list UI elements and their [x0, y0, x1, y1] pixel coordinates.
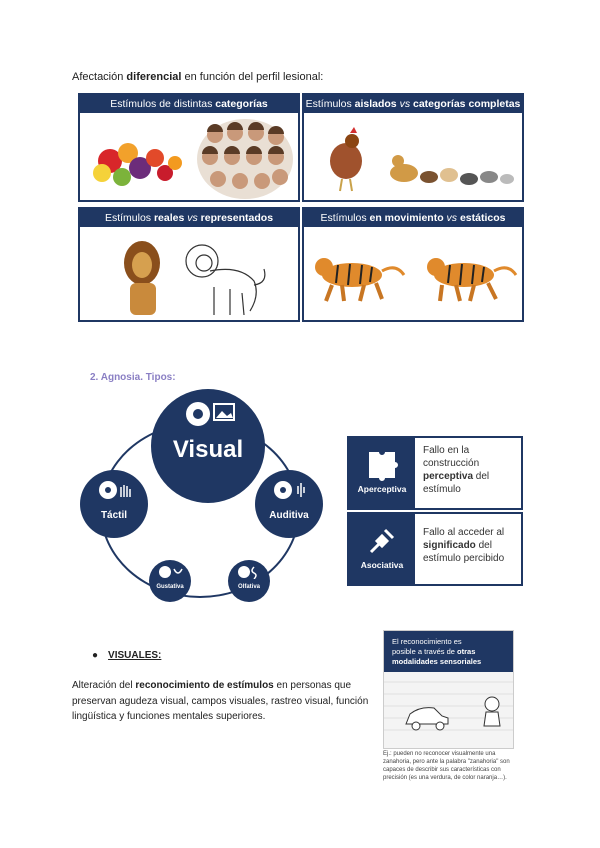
section-title: 2. Agnosia. Tipos:	[90, 372, 176, 383]
intro-bold: diferencial	[126, 71, 182, 83]
aperceptiva-callout	[347, 436, 523, 510]
panel-real	[78, 207, 300, 322]
gustativa-label: Gustativa	[156, 584, 184, 590]
auditiva-circle	[255, 470, 323, 538]
visual-circle	[151, 389, 265, 503]
panel-header: Estímulos de distintas categorías	[80, 95, 298, 113]
intro-post: en función del perfil lesional:	[181, 71, 324, 83]
intro-text	[72, 71, 323, 83]
auditiva-label: Auditiva	[269, 510, 309, 521]
aperceptiva-label-box	[349, 438, 415, 508]
tactil-circle	[80, 470, 148, 538]
note-box	[383, 630, 514, 749]
olfativa-label: Olfativa	[237, 584, 260, 590]
aperceptiva-text: Fallo en la construcción perceptiva del estímulo	[423, 445, 490, 495]
animals-image	[304, 113, 522, 200]
car-sketch-image	[384, 672, 513, 748]
lions-image	[80, 227, 298, 320]
asociativa-label: Asociativa	[360, 560, 404, 570]
fruits-faces-image	[80, 113, 298, 200]
tigers-image	[304, 227, 522, 320]
head-picture-icon	[178, 399, 238, 429]
intro-pre: Afectación	[72, 71, 127, 83]
plug-icon	[365, 524, 399, 558]
puzzle-icon	[365, 448, 399, 482]
head-sound-icon	[269, 479, 309, 501]
head-smell-icon	[236, 565, 262, 579]
asociativa-label-box	[349, 514, 415, 584]
tactil-label: Táctil	[100, 510, 128, 521]
head-taste-icon	[157, 565, 183, 579]
panel-categories	[78, 93, 300, 202]
panel-isolated	[302, 93, 524, 202]
panel-header: Estímulos en movimiento vs estáticos	[304, 209, 522, 227]
olfativa-circle	[228, 560, 270, 602]
panel-header: Estímulos aislados vs categorías completas	[304, 95, 522, 113]
visual-label: Visual	[172, 436, 244, 463]
aperceptiva-label: Aperceptiva	[357, 484, 407, 494]
head-hand-icon	[94, 479, 134, 501]
note-header: El reconocimiento es posible a través de otras modalidades sensoriales	[384, 631, 513, 672]
visuales-bullet: ● VISUALES:	[92, 650, 162, 661]
asociativa-callout	[347, 512, 523, 586]
visuales-paragraph: Alteración del reconocimiento de estímulos en personas que preservan agudeza visual, campos visuales, rastreo visual, función lingüística y funciones mentales superiores.	[72, 680, 369, 722]
asociativa-text: Fallo al acceder al significado del estímulo percibido	[423, 527, 505, 564]
note-caption: Ej.: pueden no reconocer visualmente una zanahoria, pero ante la palabra "zanahoria" son capaces de describir sus características con precisión (es una verdura, de color naranja…).	[383, 751, 510, 781]
gustativa-circle	[149, 560, 191, 602]
panel-movement	[302, 207, 524, 322]
panel-header: Estímulos reales vs representados	[80, 209, 298, 227]
